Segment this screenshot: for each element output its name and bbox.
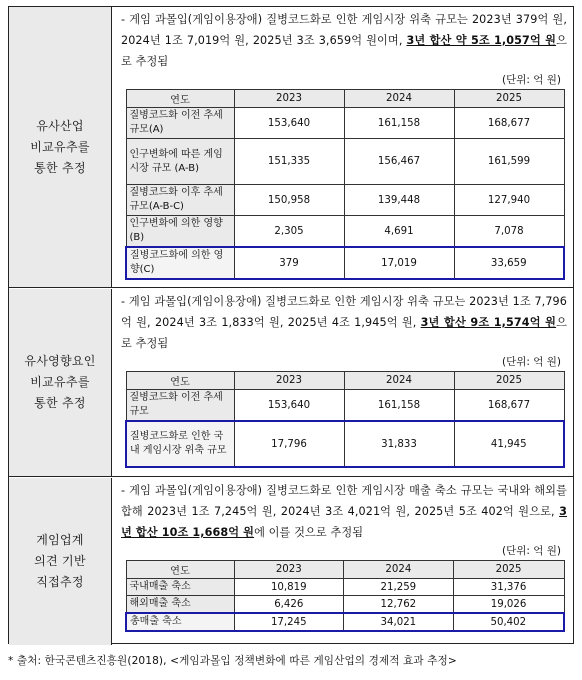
row-label: 총매출 축소 xyxy=(126,613,234,631)
header-cell: 연도 xyxy=(126,90,234,108)
header-cell: 2023 xyxy=(234,90,344,108)
header-cell: 연도 xyxy=(126,561,234,579)
section-label-line: 게임업계 xyxy=(36,533,84,547)
unit-label: (단위: 억 원) xyxy=(502,356,561,368)
value-cell: 151,335 xyxy=(234,139,344,185)
value-cell: 4,691 xyxy=(344,216,454,248)
section-similar-industry xyxy=(9,7,573,288)
value-cell: 21,259 xyxy=(344,579,454,596)
value-cell: 33,659 xyxy=(454,247,564,279)
value-cell: 379 xyxy=(234,247,344,279)
section-label-line: 통한 추정 xyxy=(34,160,86,175)
section-label xyxy=(9,7,112,287)
value-cell: 139,448 xyxy=(344,185,454,216)
value-cell: 50,402 xyxy=(453,613,564,631)
section-label xyxy=(9,478,112,645)
row-label: 인구변화에 의한 영향(B) xyxy=(126,216,234,248)
highlighted-row xyxy=(126,421,564,467)
row-label: 질병코드화 이후 추세 규모(A-B-C) xyxy=(126,185,234,216)
value-cell: 161,158 xyxy=(344,390,454,422)
section-label-line: 의견 기반 xyxy=(34,554,86,568)
table-row xyxy=(126,216,564,248)
value-cell: 161,158 xyxy=(344,108,454,139)
row-label: 인구변화에 따른 게임시장 규모 (A-B) xyxy=(126,139,234,185)
value-cell: 7,078 xyxy=(454,216,564,248)
value-cell: 168,677 xyxy=(454,108,564,139)
table-row xyxy=(126,139,564,185)
table-row xyxy=(126,596,564,614)
value-cell: 31,376 xyxy=(453,579,564,596)
value-cell: 161,599 xyxy=(454,139,564,185)
header-cell: 2023 xyxy=(234,561,344,579)
estimation-table xyxy=(8,6,574,644)
section-label-line: 유사산업 xyxy=(36,118,84,133)
table-row xyxy=(126,579,564,596)
row-label: 질병코드화로 인한 국내 게임시장 위축 규모 xyxy=(126,421,234,467)
value-cell: 17,245 xyxy=(234,613,344,631)
header-cell: 2025 xyxy=(453,561,564,579)
header-row xyxy=(126,372,564,390)
header-row xyxy=(126,561,564,579)
highlighted-row xyxy=(126,247,564,279)
data-table xyxy=(125,371,565,468)
value-cell: 153,640 xyxy=(234,108,344,139)
value-cell: 10,819 xyxy=(234,579,344,596)
value-cell: 127,940 xyxy=(454,185,564,216)
value-cell: 19,026 xyxy=(453,596,564,614)
total-estimate: 3년 합산 10조 1,668억 원 xyxy=(121,505,567,539)
section-label-line: 비교유추를 xyxy=(30,375,90,389)
value-cell: 168,677 xyxy=(454,390,564,422)
section-label xyxy=(9,289,112,476)
value-cell: 34,021 xyxy=(344,613,454,631)
section-industry-opinion xyxy=(9,478,573,645)
row-label: 해외매출 축소 xyxy=(126,596,234,614)
section-description: - 게임 과몰입(게임이용장애) 질병코드화로 인한 게임시장 매출 축소 규모는 국내와 해외를 합해 2023년 1조 7,245억 원, 2024년 3조 4,021억 원, 2025년 5조 402억 원으로, 3년 합산 10조 1,668억 원에 이를 것으로 추정됨 xyxy=(121,484,567,539)
data-table xyxy=(125,560,565,632)
header-cell: 2025 xyxy=(454,90,564,108)
total-estimate: 3년 합산 9조 1,574억 원 xyxy=(420,316,557,329)
header-cell: 2025 xyxy=(454,372,564,390)
highlighted-row xyxy=(126,613,564,631)
row-label: 질병코드화에 의한 영향(C) xyxy=(126,247,234,279)
value-cell: 156,467 xyxy=(344,139,454,185)
row-label: 국내매출 축소 xyxy=(126,579,234,596)
section-label-line: 비교유추를 xyxy=(30,139,90,154)
value-cell: 17,019 xyxy=(344,247,454,279)
header-cell: 2024 xyxy=(344,90,454,108)
header-row xyxy=(126,90,564,108)
total-estimate: 3년 합산 약 5조 1,057억 원 xyxy=(406,34,557,47)
table-row xyxy=(126,108,564,139)
header-cell: 2024 xyxy=(344,561,454,579)
value-cell: 41,945 xyxy=(454,421,564,467)
table-row xyxy=(126,185,564,216)
header-cell: 연도 xyxy=(126,372,234,390)
value-cell: 31,833 xyxy=(344,421,454,467)
value-cell: 17,796 xyxy=(234,421,344,467)
value-cell: 12,762 xyxy=(344,596,454,614)
table-row xyxy=(126,390,564,422)
row-label: 질병코드화 이전 추세 규모(A) xyxy=(126,108,234,139)
section-label-line: 직접추정 xyxy=(36,575,84,589)
value-cell: 153,640 xyxy=(234,390,344,422)
section-description: - 게임 과몰입(게임이용장애) 질병코드화로 인한 게임시장 위축 규모는 2023년 379억 원, 2024년 1조 7,019억 원, 2025년 3조 3,659억 원이며, 3년 합산 약 5조 1,057억 원으로 추정됨 xyxy=(121,13,567,68)
unit-label: (단위: 억 원) xyxy=(502,545,561,557)
section-label-line: 통한 추정 xyxy=(34,396,86,410)
source-note: * 출처: 한국콘텐츠진흥원(2018), <게임과몰입 정책변화에 따른 게임산업의 경제적 효과 추정> xyxy=(8,655,457,667)
value-cell: 2,305 xyxy=(234,216,344,248)
section-description: - 게임 과몰입(게임이용장애) 질병코드화로 인한 게임시장 위축 규모는 2023년 1조 7,796억 원, 2024년 3조 1,833억 원, 2025년 4조 1,945억 원, 3년 합산 9조 1,574억 원으로 추정됨 xyxy=(121,295,568,350)
unit-label: (단위: 억 원) xyxy=(502,74,561,86)
section-similar-factor xyxy=(9,289,573,477)
header-cell: 2023 xyxy=(234,372,344,390)
section-label-line: 유사영향요인 xyxy=(24,354,96,368)
value-cell: 150,958 xyxy=(234,185,344,216)
value-cell: 6,426 xyxy=(234,596,344,614)
data-table xyxy=(125,89,565,280)
header-cell: 2024 xyxy=(344,372,454,390)
row-label: 질병코드화 이전 추세 규모 xyxy=(126,390,234,422)
